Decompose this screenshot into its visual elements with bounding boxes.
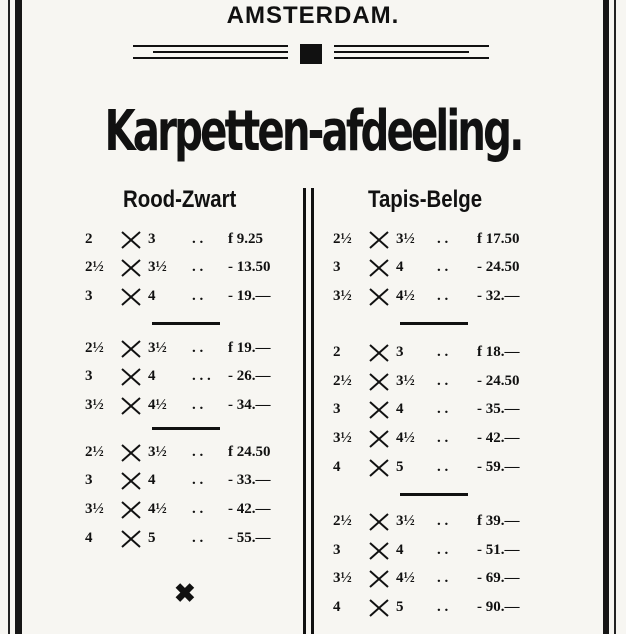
leader-dots: . .: [437, 570, 449, 586]
rug-width: 3: [333, 401, 341, 417]
price-row: [0, 599, 626, 625]
times-icon: [368, 372, 390, 392]
rug-length: 3½: [396, 373, 415, 389]
leader-dots: . .: [437, 288, 449, 304]
rug-price: - 32.—: [477, 288, 520, 304]
price-row: [0, 259, 626, 285]
column-heading-tapis-belge: Tapis-Belge: [368, 186, 483, 213]
times-icon: [368, 569, 390, 589]
rug-price: f 18.—: [477, 344, 520, 360]
rug-price: f 9.25: [228, 231, 263, 247]
rug-width: 3½: [333, 570, 352, 586]
leader-dots: . .: [437, 401, 449, 417]
rug-price: f 39.—: [477, 513, 520, 529]
rug-price: - 13.50: [228, 259, 271, 275]
rug-width: 3: [333, 542, 341, 558]
rug-width: 3: [333, 259, 341, 275]
header-rule-left: [133, 45, 288, 65]
times-icon: [368, 230, 390, 250]
price-row: [0, 542, 626, 568]
rug-width: 3½: [333, 430, 352, 446]
rug-width: 3: [85, 288, 93, 304]
rug-length: 4: [396, 542, 404, 558]
header-rule-right: [334, 45, 489, 65]
leader-dots: . .: [437, 599, 449, 615]
rug-price: - 90.—: [477, 599, 520, 615]
rug-width: 3½: [85, 501, 104, 517]
leader-dots: . .: [437, 344, 449, 360]
leader-dots: . .: [437, 542, 449, 558]
leader-dots: . .: [437, 231, 449, 247]
rug-price: - 24.50: [477, 259, 520, 275]
leader-dots: . .: [437, 430, 449, 446]
times-icon: [368, 458, 390, 478]
rug-price: - 26.—: [228, 368, 271, 384]
rug-length: 3½: [148, 259, 167, 275]
rug-price: f 24.50: [228, 444, 271, 460]
rug-width: 2: [333, 344, 341, 360]
price-row: [0, 513, 626, 539]
rug-length: 5: [396, 459, 404, 475]
leader-dots: . .: [192, 444, 204, 460]
price-row: [0, 288, 626, 314]
rug-price: - 69.—: [477, 570, 520, 586]
rug-price: - 19.—: [228, 288, 271, 304]
rug-price: - 42.—: [228, 501, 271, 517]
page-title: Karpetten-afdeeling.: [104, 99, 522, 164]
price-row: [0, 401, 626, 427]
group-separator: [400, 322, 468, 325]
times-icon: [368, 512, 390, 532]
rug-width: 4: [85, 530, 93, 546]
rug-width: 3: [85, 368, 93, 384]
price-row: [0, 430, 626, 456]
leader-dots: . .: [437, 513, 449, 529]
leader-dots: . .: [192, 397, 204, 413]
times-icon: [368, 429, 390, 449]
group-separator: [152, 322, 220, 325]
rug-width: 2½: [85, 340, 104, 356]
leader-dots: . .: [192, 472, 204, 488]
leader-dots: . .: [192, 259, 204, 275]
leader-dots: . .: [192, 288, 204, 304]
rug-length: 4: [148, 288, 156, 304]
rug-length: 4: [148, 472, 156, 488]
rug-price: - 34.—: [228, 397, 271, 413]
rug-length: 3½: [396, 513, 415, 529]
times-icon: [368, 343, 390, 363]
rug-length: 4: [396, 259, 404, 275]
price-row: [0, 344, 626, 370]
rug-length: 5: [148, 530, 156, 546]
rug-length: 3½: [148, 340, 167, 356]
rug-length: 3: [396, 344, 404, 360]
leader-dots: . .: [437, 259, 449, 275]
rug-length: 4: [396, 401, 404, 417]
rug-width: 3: [85, 472, 93, 488]
rug-price: - 33.—: [228, 472, 271, 488]
rug-width: 2½: [333, 373, 352, 389]
rug-width: 3½: [85, 397, 104, 413]
rug-length: 4: [148, 368, 156, 384]
header-ornament: [300, 44, 322, 64]
price-row: [0, 373, 626, 399]
rug-length: 3: [148, 231, 156, 247]
rug-length: 3½: [148, 444, 167, 460]
column-heading-rood-zwart: Rood-Zwart: [123, 186, 237, 213]
times-icon: [368, 541, 390, 561]
rug-price: - 55.—: [228, 530, 271, 546]
rug-length: 4½: [396, 288, 415, 304]
times-icon: [368, 598, 390, 618]
rug-width: 3½: [333, 288, 352, 304]
rug-width: 4: [333, 599, 341, 615]
price-row: [0, 459, 626, 485]
rug-price: f 17.50: [477, 231, 520, 247]
rug-length: 4½: [148, 397, 167, 413]
leader-dots: . .: [192, 231, 204, 247]
ornament-star: ✖: [174, 578, 196, 608]
leader-dots: . .: [437, 459, 449, 475]
rug-length: 4½: [396, 570, 415, 586]
rug-price: - 42.—: [477, 430, 520, 446]
rug-length: 4½: [148, 501, 167, 517]
price-row: [0, 570, 626, 596]
price-row: [0, 231, 626, 257]
rug-price: - 24.50: [477, 373, 520, 389]
rug-width: 4: [333, 459, 341, 475]
times-icon: [368, 287, 390, 307]
times-icon: [368, 400, 390, 420]
rug-price: - 59.—: [477, 459, 520, 475]
rug-width: 2½: [85, 259, 104, 275]
leader-dots: . .: [437, 373, 449, 389]
rug-price: f 19.—: [228, 340, 271, 356]
leader-dots: . .: [192, 501, 204, 517]
rug-width: 2½: [85, 444, 104, 460]
rug-price: - 51.—: [477, 542, 520, 558]
rug-width: 2½: [333, 513, 352, 529]
leader-dots: . .: [192, 340, 204, 356]
rug-length: 3½: [396, 231, 415, 247]
rug-width: 2: [85, 231, 93, 247]
times-icon: [368, 258, 390, 278]
city-heading: AMSTERDAM.: [226, 2, 400, 29]
group-separator: [400, 493, 468, 496]
rug-length: 4½: [396, 430, 415, 446]
leader-dots: . .: [192, 530, 204, 546]
rug-price: - 35.—: [477, 401, 520, 417]
rug-width: 2½: [333, 231, 352, 247]
leader-dots: . . .: [192, 368, 211, 384]
rug-length: 5: [396, 599, 404, 615]
